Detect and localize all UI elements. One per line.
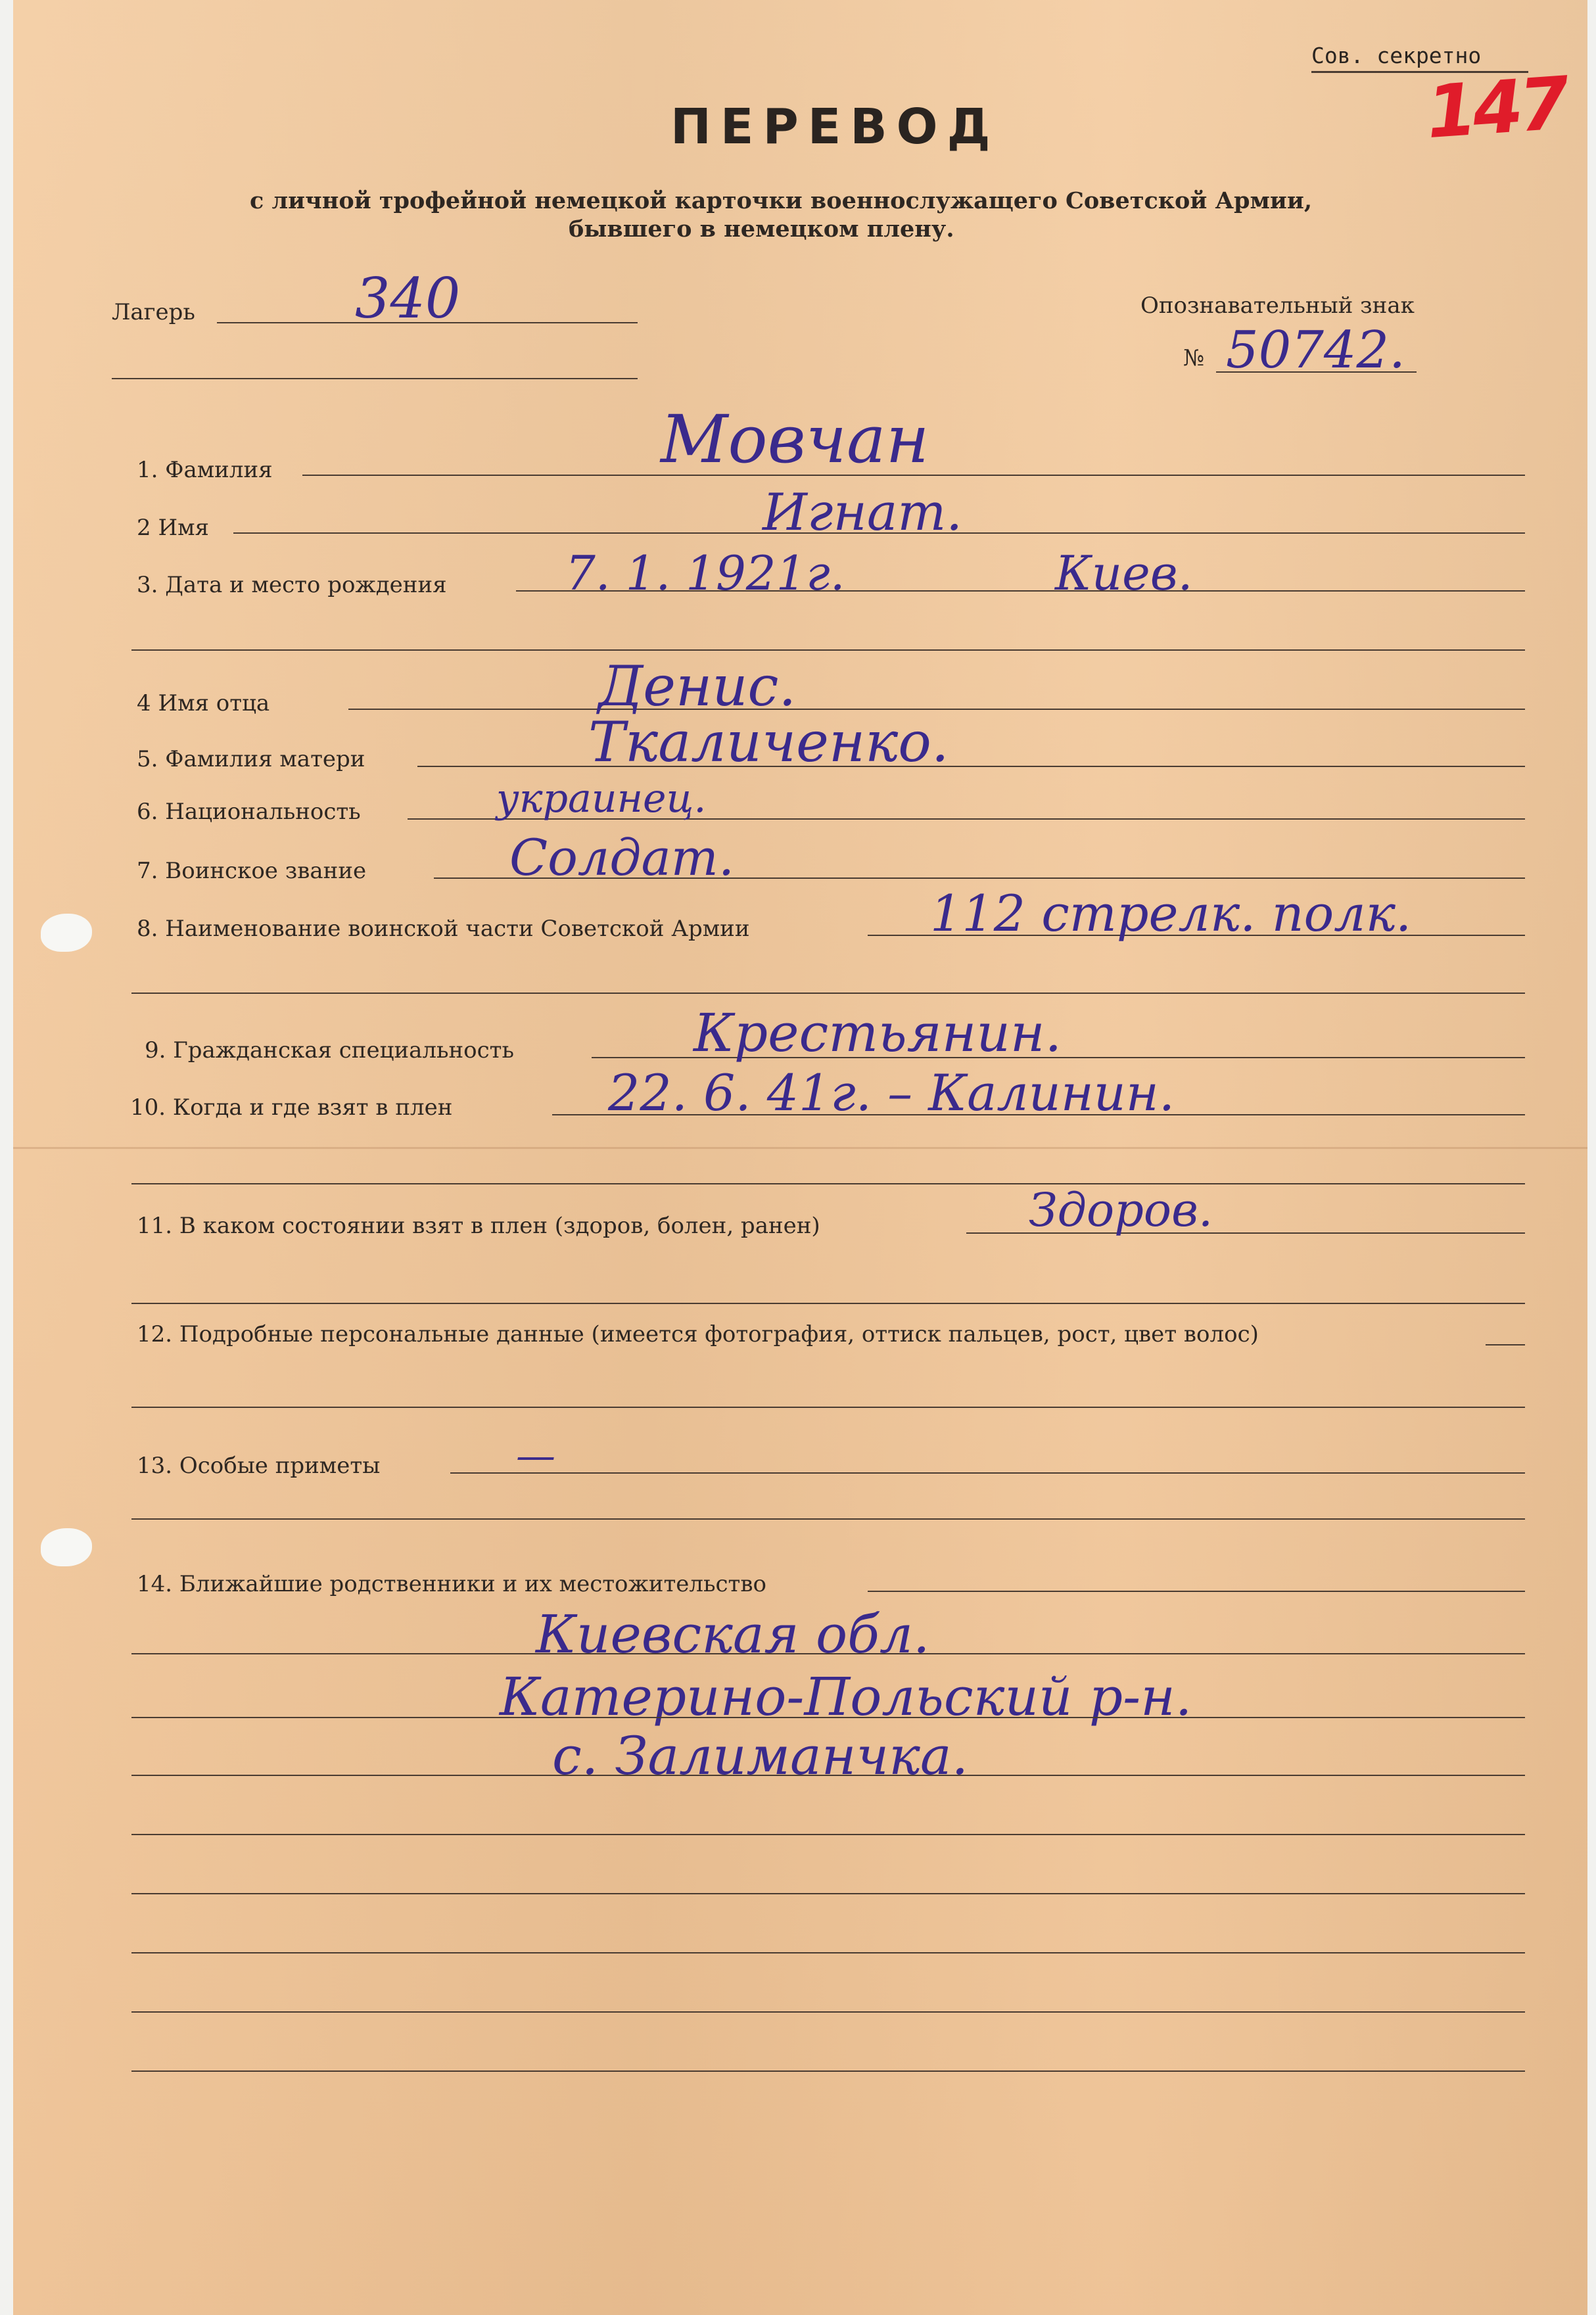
field-father-value: Денис. [598,654,797,718]
field-condition-value: Здоров. [1029,1183,1213,1237]
blank-line [131,1834,1525,1835]
blank-line [131,2070,1525,2072]
field-marks-line-2 [131,1518,1525,1520]
field-marks-line [450,1472,1525,1474]
field-relatives-value-line1: Киевская обл. [536,1604,930,1665]
blank-line [131,1775,1525,1776]
camp-label: Лагерь [112,299,195,325]
document-title: ПЕРЕВОД [670,99,1000,155]
blank-line [131,1952,1525,1953]
camp-value: 340 [355,266,461,331]
sheet-number: 147 [1423,60,1568,155]
camp-line-2 [112,378,638,379]
field-personal-data-line-2 [131,1407,1525,1408]
field-relatives-line [868,1591,1525,1592]
field-mother-line [417,766,1525,767]
classification-stamp: Сов. секретно [1311,43,1482,68]
field-captured-value: 22. 6. 41г. – Калинин. [608,1064,1175,1122]
document-subtitle-line2: бывшего в немецком плену. [569,216,954,243]
punch-hole [41,914,92,952]
field-unit-label: 8. Наименование воинской части Советской Армии [137,916,750,942]
field-profession-label: 9. Гражданская специальность [145,1037,514,1064]
field-captured-line-2 [131,1183,1525,1184]
field-mother-value: Ткаличенко. [588,710,949,774]
field-condition-label: 11. В каком состоянии взят в плен (здоров, болен, ранен) [137,1213,820,1239]
field-birth-line-2 [131,649,1525,651]
blank-line [131,1893,1525,1894]
field-name-value: Игнат. [763,483,963,542]
field-captured-label: 10. Когда и где взят в плен [130,1094,453,1121]
document-sheet [13,0,1587,2315]
field-marks-value: — [516,1433,555,1479]
field-marks-label: 13. Особые приметы [137,1453,381,1479]
paper-fold [13,1147,1587,1149]
document-subtitle-line1: с личной трофейной немецкой карточки военнослужащего Советской Армии, [250,187,1313,214]
field-birth-label: 3. Дата и место рождения [137,572,447,598]
field-condition-line-2 [131,1303,1525,1304]
field-surname-value: Мовчан [661,401,929,478]
field-father-label: 4 Имя отца [137,690,270,716]
blank-line [131,2011,1525,2013]
punch-hole [41,1528,92,1566]
id-tag-label: Опознавательный знак [1140,292,1415,319]
field-surname-label: 1. Фамилия [137,457,273,483]
id-tag-number-sign: № [1183,345,1205,371]
field-relatives-line-3 [131,1717,1525,1718]
field-nationality-value: украинец. [496,776,707,822]
field-unit-line-2 [131,993,1525,994]
field-personal-data-line [1486,1344,1525,1345]
field-birth-date-value: 7. 1. 1921г. [565,546,845,601]
field-relatives-value-line3: с. Залиманчка. [552,1725,969,1787]
field-unit-value: 112 стрелк. полк. [930,884,1412,943]
field-relatives-line-2 [131,1653,1525,1654]
field-nationality-label: 6. Национальность [137,799,361,825]
field-relatives-label: 14. Ближайшие родственники и их местожительство [137,1571,766,1597]
id-tag-value: 50742. [1226,321,1405,380]
field-mother-label: 5. Фамилия матери [137,746,365,772]
field-personal-data-label: 12. Подробные персональные данные (имеется фотография, оттиск пальцев, рост, цвет волос) [137,1321,1259,1347]
field-name-label: 2 Имя [137,515,209,541]
field-rank-value: Солдат. [509,828,734,887]
field-relatives-value-line2: Катерино-Польский р-н. [500,1666,1192,1727]
field-birth-place-value: Киев. [1055,546,1193,601]
field-rank-label: 7. Воинское звание [137,858,367,884]
field-profession-value: Крестьянин. [693,1002,1062,1064]
